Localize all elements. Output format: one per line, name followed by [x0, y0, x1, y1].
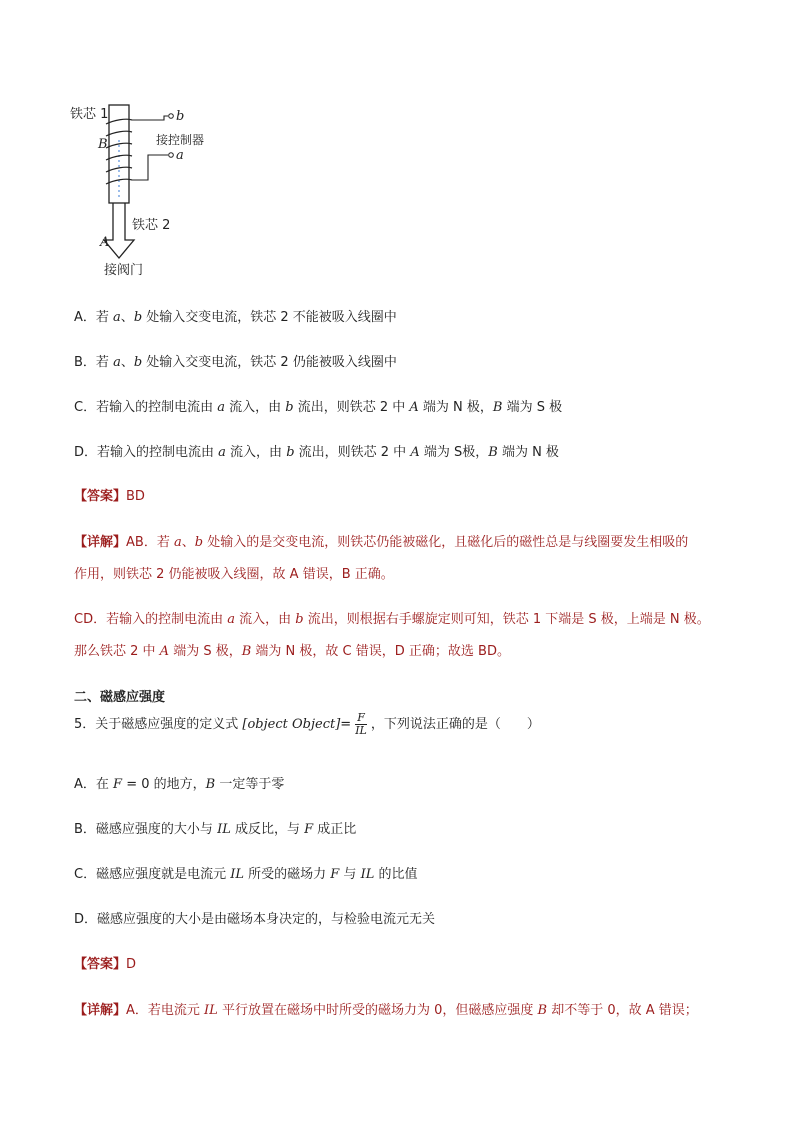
text: 端为 S 极，: [169, 644, 242, 659]
text: 成正比: [313, 822, 357, 837]
text: 处输入交变电流，铁芯 2 不能被吸入线圈中: [142, 310, 397, 325]
q4-option-a: [74, 306, 397, 325]
equals-sign: =: [340, 717, 352, 732]
q5-option-c: [74, 863, 417, 882]
q5-detail-line-1: [74, 999, 698, 1018]
solenoid-diagram: [68, 100, 228, 285]
var-A: A: [159, 644, 170, 659]
var-B: B: [241, 644, 252, 659]
var-F: F: [330, 867, 340, 882]
text: 流出，则铁芯 2 中: [294, 445, 411, 460]
solenoid-valve-figure: [68, 100, 228, 285]
text: 成反比，与: [230, 822, 305, 837]
text: CD．若输入的控制电流由: [74, 612, 228, 627]
text: 处输入的是交变电流，则铁芯仍能被磁化，且磁化后的磁性总是与线圈要发生相吸的: [203, 535, 689, 550]
text: 流出，则铁芯 2 中: [293, 400, 410, 415]
text: B．磁感应强度的大小与: [74, 822, 218, 837]
label-B: B: [98, 137, 108, 152]
text: C．磁感应强度就是电流元: [74, 867, 231, 882]
var-B: [object Object]: [242, 717, 341, 732]
text: AB．若: [126, 535, 174, 550]
var-B: B: [488, 445, 498, 460]
text: 流入，由: [224, 400, 286, 415]
var-b: b: [194, 535, 204, 550]
answer-value: BD: [126, 489, 145, 504]
text: 端为 N 极，故 C 错误，D 正确；故选 BD。: [251, 644, 510, 659]
terminal-a-dot: [169, 153, 174, 158]
var-IL: IL: [217, 822, 231, 837]
q5-answer: [74, 953, 136, 972]
text: 5．关于磁感应强度的定义式: [74, 717, 243, 732]
var-a: a: [113, 310, 121, 325]
var-F: F: [113, 777, 123, 792]
q4-answer: [74, 485, 145, 504]
var-F: F: [304, 822, 314, 837]
section-heading: 二、磁感应强度: [74, 690, 166, 705]
q5-option-a: [74, 773, 284, 792]
label-core2: 铁芯 2: [132, 218, 171, 233]
text: 处输入交变电流，铁芯 2 仍能被吸入线圈中: [142, 355, 397, 370]
text: 、: [120, 310, 134, 325]
wire-a: [132, 155, 168, 180]
answer-label: 【答案】: [74, 957, 127, 972]
q4-option-d: [74, 441, 559, 460]
detail-label: 【详解】: [74, 535, 127, 550]
text: 流入，由: [225, 445, 287, 460]
text: 端为 S 极: [502, 400, 563, 415]
terminal-b-dot: [169, 114, 174, 119]
text: 平行放置在磁场中时所受的磁场力为 0，但磁感应强度: [217, 1003, 538, 1018]
q5-option-d: D．磁感应强度的大小是由磁场本身决定的，与检验电流元无关: [74, 912, 436, 927]
var-IL: IL: [204, 1003, 218, 1018]
q5-stem: [74, 712, 540, 737]
text: 端为 N 极: [497, 445, 559, 460]
text: 一定等于零: [215, 777, 285, 792]
q5-option-b: [74, 818, 356, 837]
var-b: b: [295, 612, 304, 627]
var-a: a: [218, 445, 226, 460]
var-A: A: [410, 445, 420, 460]
text: 与: [339, 867, 361, 882]
text: C．若输入的控制电流由: [74, 400, 218, 415]
text: 却不等于 0，故 A 错误；: [547, 1003, 698, 1018]
var-IL: IL: [230, 867, 244, 882]
text: 端为 N 极，: [418, 400, 493, 415]
q4-detail-line-1: [74, 531, 688, 550]
var-b: b: [133, 310, 143, 325]
label-controller: 接控制器: [156, 133, 205, 147]
var-a: a: [227, 612, 235, 627]
text: A．若: [74, 310, 114, 325]
var-IL: IL: [360, 867, 375, 882]
text: 、: [120, 355, 134, 370]
numerator-F: F: [357, 711, 365, 724]
answer-value: D: [126, 957, 137, 972]
text: 流出，则根据右手螺旋定则可知，铁芯 1 下端是 S 极，上端是 N 极。: [303, 612, 710, 627]
text: 流入，由: [235, 612, 296, 627]
text: 那么铁芯 2 中: [74, 644, 160, 659]
text: ，下列说法正确的是（ ）: [370, 717, 540, 732]
text: B．若: [74, 355, 114, 370]
label-core1: 铁芯 1: [70, 107, 109, 122]
fraction-F-over-IL: [353, 712, 369, 737]
text: D．若输入的控制电流由: [74, 445, 219, 460]
var-b: b: [133, 355, 143, 370]
q4-detail-line-3: [74, 608, 710, 627]
var-B: B: [537, 1003, 548, 1018]
wire-b: [132, 116, 168, 120]
text: 端为 S极，: [419, 445, 489, 460]
var-B: B: [205, 777, 216, 792]
text: 、: [181, 535, 195, 550]
text: 的比值: [374, 867, 418, 882]
text: 所受的磁场力: [244, 867, 331, 882]
denominator-IL: IL: [355, 724, 367, 737]
var-a: a: [217, 400, 225, 415]
q4-detail-line-2: 作用，则铁芯 2 仍能被吸入线圈，故 A 错误，B 正确。: [74, 567, 394, 582]
var-b: b: [285, 400, 294, 415]
label-A: A: [100, 235, 110, 250]
text: A．若电流元: [126, 1003, 205, 1018]
q4-option-b: [74, 351, 397, 370]
detail-label: 【详解】: [74, 1003, 127, 1018]
var-A: A: [409, 400, 419, 415]
text: = 0 的地方，: [122, 777, 206, 792]
q4-detail-line-4: [74, 640, 510, 659]
label-valve: 接阀门: [104, 263, 144, 278]
text: A．在: [74, 777, 114, 792]
label-terminal-a: a: [176, 148, 184, 163]
answer-label: 【答案】: [74, 489, 127, 504]
var-a: a: [173, 535, 182, 550]
var-a: a: [113, 355, 121, 370]
label-terminal-b: b: [176, 109, 185, 124]
q4-option-c: [74, 396, 562, 415]
var-b: b: [286, 445, 295, 460]
var-B: B: [492, 400, 503, 415]
